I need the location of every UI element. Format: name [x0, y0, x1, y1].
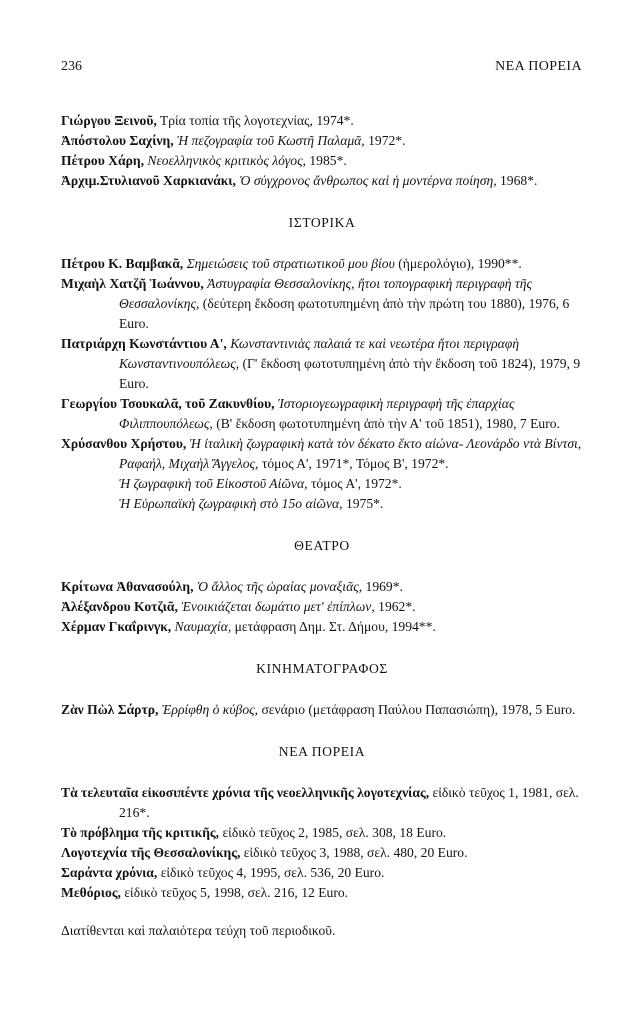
entry-title: Ἐρρίφθη ὁ κύβος, — [158, 702, 259, 717]
entry-details: 1985*. — [305, 153, 347, 168]
section-cinema — [61, 700, 583, 720]
entry-details: εἰδικὸ τεῦχος 2, 1985, σελ. 308, 18 Euro. — [219, 825, 447, 840]
entry-author: Τὸ πρόβλημα τῆς κριτικῆς, — [61, 825, 220, 840]
list-item — [61, 151, 583, 171]
list-item — [61, 883, 583, 903]
entry-details: τόμος Α', 1972*. — [307, 476, 402, 491]
entry-author: Γιώργου Ξεινοῦ, — [61, 113, 157, 128]
list-item — [61, 334, 583, 394]
entry-details: τόμος Α', 1971*, Τόμος Β', 1972*. — [258, 456, 449, 471]
entry-author: Τὰ τελευταῖα εἰκοσιπέντε χρόνια τῆς νεοελληνικῆς λογοτεχνίας, — [61, 785, 430, 800]
running-head: ΝΕΑ ΠΟΡΕΙΑ — [495, 59, 582, 74]
entry-details: 1969*. — [362, 579, 403, 594]
page-header — [61, 59, 582, 79]
entry-author: Ἀρχιμ.Στυλιανοῦ Χαρκιανάκι, — [61, 173, 236, 188]
list-item — [61, 783, 583, 823]
entry-author: Ἀλέξανδρου Κοτζιᾶ, — [61, 599, 178, 614]
catalog-list — [61, 111, 583, 941]
entry-title: Ὁ ἄλλος τῆς ὡραίας μοναξιᾶς, — [193, 579, 363, 594]
list-item — [61, 111, 583, 131]
entry-details: 1968*. — [496, 173, 538, 188]
entry-author: Χρύσανθου Χρήστου, — [61, 436, 187, 451]
entry-details: εἰδικὸ τεῦχος 3, 1988, σελ. 480, 20 Euro. — [240, 845, 468, 860]
list-item — [61, 171, 583, 191]
entry-title: Νεοελληνικὸς κριτικὸς λόγος, — [143, 153, 306, 168]
entry-author: Πατριάρχη Κωνστάντιου Α', — [61, 336, 227, 351]
entry-details: (ἡμερολόγιο), 1990**. — [394, 256, 522, 271]
entry-title: Ἱστοριογεωγραφικὴ περιγραφὴ τῆς ἐπαρχίας Φιλιππουπόλεως, — [119, 396, 515, 431]
list-item — [61, 700, 583, 720]
section-heading-theatre: ΘΕΑΤΡΟ — [294, 538, 350, 553]
entry-author: Μιχαὴλ Χατζῆ Ἰωάννου, — [61, 276, 204, 291]
entry-details: (δεύτερη ἔκδοση φωτοτυπημένη ἀπὸ τὴν πρώτη του 1880), 1976, 6 Euro. — [119, 296, 570, 331]
entry-title: Ἡ ζωγραφικὴ τοῦ Εἰκοστοῦ Αἰῶνα, — [119, 476, 308, 491]
list-item-continuation — [61, 474, 583, 494]
entry-title: Ἡ Εὐρωπαϊκὴ ζωγραφικὴ στὸ 15ο αἰῶνα, — [119, 496, 343, 511]
list-item — [61, 863, 583, 883]
entry-author: Μεθόριος, — [61, 885, 121, 900]
entry-author: Κρίτωνα Ἀθανασούλη, — [61, 579, 194, 594]
entry-title: Ὁ σύγχρονος ἄνθρωπος καὶ ἡ μοντέρνα ποίηση, — [235, 173, 497, 188]
entry-title: Ἀστυγραφία Θεσσαλονίκης, ἤτοι τοπογραφικὴ περιγραφὴ τῆς Θεσσαλονίκης, — [119, 276, 533, 311]
list-item — [61, 394, 583, 434]
section-heading-history: ΙΣΤΟΡΙΚΑ — [288, 215, 356, 230]
list-item — [61, 274, 583, 334]
entry-details: εἰδικὸ τεῦχος 1, 1981, σελ. 216*. — [119, 785, 579, 820]
entry-author: Πέτρου Χάρη, — [61, 153, 144, 168]
entry-details: (Γ' ἔκδοση φωτοτυπημένη ἀπὸ τὴν ἔκδοση τοῦ 1824), 1979, 9 Euro. — [119, 356, 581, 391]
section-literature — [61, 111, 583, 191]
entry-details: μετάφραση Δημ. Στ. Δήμου, 1994**. — [231, 619, 436, 634]
list-item — [61, 254, 583, 274]
section-heading-cinema: ΚΙΝΗΜΑΤΟΓΡΑΦΟΣ — [256, 661, 388, 676]
list-item — [61, 577, 583, 597]
entry-title: Ναυμαχία, — [171, 619, 232, 634]
entry-details: 1975*. — [342, 496, 384, 511]
page-number: 236 — [61, 59, 82, 74]
closing-note: Διατίθενται καὶ παλαιότερα τεύχη τοῦ περιοδικοῦ. — [61, 923, 336, 938]
list-item — [61, 843, 583, 863]
list-item — [61, 434, 583, 474]
entry-author: Χέρμαν Γκαΐρινγκ, — [61, 619, 172, 634]
entry-title: Σημειώσεις τοῦ στρατιωτικοῦ μου βίου — [183, 256, 395, 271]
entry-author: Λογοτεχνία τῆς Θεσσαλονίκης, — [61, 845, 241, 860]
section-theatre — [61, 577, 583, 637]
entry-details: Τρία τοπία τῆς λογοτεχνίας, 1974*. — [156, 113, 354, 128]
entry-details: εἰδικὸ τεῦχος 4, 1995, σελ. 536, 20 Euro. — [157, 865, 385, 880]
section-heading-nea-poreia: ΝΕΑ ΠΟΡΕΙΑ — [278, 744, 366, 759]
entry-title: Ἡ πεζογραφία τοῦ Κωστῆ Παλαμᾶ, — [173, 133, 365, 148]
entry-author: Ἀπόστολου Σαχίνη, — [61, 133, 174, 148]
list-item — [61, 597, 583, 617]
list-item — [61, 617, 583, 637]
entry-details: 1972*. — [364, 133, 406, 148]
entry-author: Πέτρου Κ. Βαμβακᾶ, — [61, 256, 184, 271]
entry-title: Κωνσταντινιὰς παλαιά τε καὶ νεωτέρα ἤτοι περιγραφὴ Κωνσταντινουπόλεως, — [119, 336, 520, 371]
entry-author: Ζὰν Πὼλ Σάρτρ, — [61, 702, 159, 717]
entry-details: εἰδικὸ τεῦχος 5, 1998, σελ. 216, 12 Euro. — [120, 885, 349, 900]
entry-details: σενάριο (μετάφραση Παύλου Παπασιώπη), 1978, 5 Euro. — [258, 702, 576, 717]
entry-details: (Β' ἔκδοση φωτοτυπημένη ἀπὸ τὴν Α' τοῦ 1851), 1980, 7 Euro. — [212, 416, 560, 431]
entry-title: Ἡ ἰταλικὴ ζωγραφικὴ κατὰ τὸν δέκατο ἕκτο αἰώνα- Λεονάρδο ντὰ Βίντσι, Ραφαήλ, Μιχαὴλ Ἄγγελος, — [119, 436, 582, 471]
entry-author: Σαράντα χρόνια, — [61, 865, 158, 880]
entry-author: Γεωργίου Τσουκαλᾶ, τοῦ Ζακυνθίου, — [61, 396, 275, 411]
section-nea-poreia — [61, 783, 583, 903]
list-item — [61, 131, 583, 151]
entry-details: 1962*. — [374, 599, 416, 614]
section-history — [61, 254, 583, 514]
entry-title: Ἐνοικιάζεται δωμάτιο μετ' ἐπίπλων, — [177, 599, 375, 614]
list-item — [61, 823, 583, 843]
list-item-continuation — [61, 494, 583, 514]
